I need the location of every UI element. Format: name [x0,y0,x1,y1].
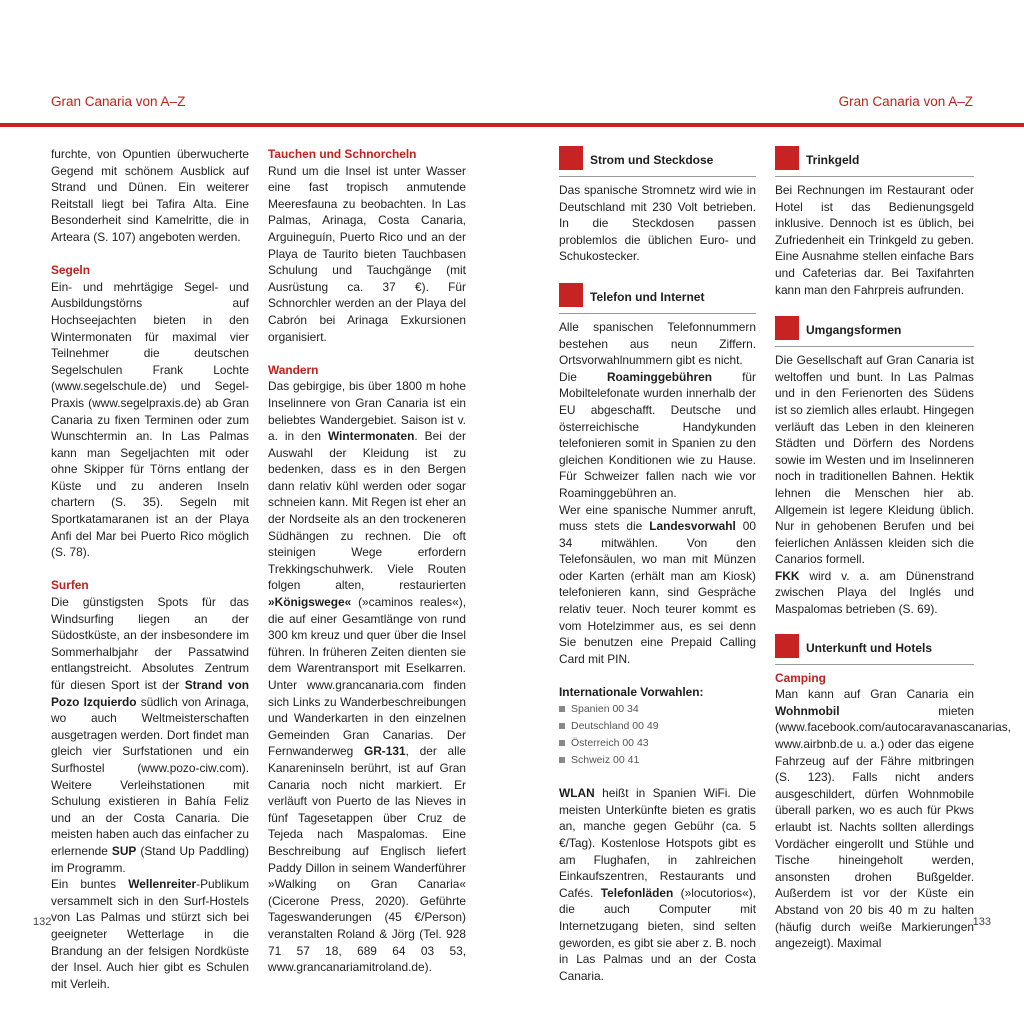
intro-paragraph: furchte, von Opuntien überwucherte Gegend mit schönem Ausblick auf Strand und Dünen. Ein weiterer Reitstall liegt bei Tafira Alta. Eine Besonderheit sind Kamelritte, die in Artеara (S. 107) angeboten werden. [51,147,249,244]
strom-paragraph: Das spanische Stromnetz wird wie in Deutschland mit 230 Volt betrieben. In die Steckdosen passen problemlos die üblichen Euro- und Schukostecker. [559,183,756,264]
fkk-paragraph: FKK wird v. a. am Dünenstrand zwischen Playa del Inglés und Maspalomas betrieben (S. 69). [775,568,974,617]
wlan-paragraph: WLAN heißt in Spanien WiFi. Die meisten Unterkünfte bieten es gratis an, manche gegen Gebühr (ca. 5 €/Tag). Kostenlose Hotspots gibt es am Flughafen, in zahlreichen Einkaufszentren, Restaurants und Cafés. Telefonläden (»locutorios«), die auch Computer mit Internetzugang bieten, sind selten geworden, es gibt sie aber z. B. noch in Las Palmas und an der Costa Canaria. [559,786,756,983]
tauchen-paragraph: Rund um die Insel ist unter Wasser eine fast tropisch anmutende Meeresfauna zu beobachten. In Las Palmas, Arinaga, Costa Canaria, Arguineguín, Puerto Rico und an der Playa de Taurito bieten Tauchbasen Schulung und Tauchgänge (mit Ausrüstung ca. 37 €). Für Schnorchler werden an der Playa del Cabrón bei Arinaga Exkursionen organisiert. [268,163,466,344]
section-title-wandern: Wandern [268,362,319,377]
telefon-paragraph-3: Wer eine spanische Nummer anruft, muss stets die Landesvorwahl 00 34 mitwählen. Von den Telefonsäulen, wo man mit Münzen oder Karten (erhält man am Kiosk) telefonieren kann, sind Gespräche relativ teuer. Noch teurer kommt es vom Hotelzimmer aus, es sei denn Sie benutzen eine Prepaid Calling Card mit PIN. [559,502,756,666]
vorwahl-list [559,701,756,769]
red-square-marker [559,146,583,170]
vorwahl-title: Internationale Vorwahlen: [559,685,704,700]
list-item: Schweiz 00 41 [559,752,756,769]
box-heading-trinkgeld: Trinkgeld [775,146,974,177]
running-head-right: Gran Canaria von A–Z [838,94,973,109]
section-title-tauchen: Tauchen und Schnorcheln [268,147,417,161]
box-heading-unterkunft: Unterkunft und Hotels [775,634,974,665]
list-item: Spanien 00 34 [559,701,756,718]
umgangsformen-paragraph: Die Gesellschaft auf Gran Canaria ist weltoffen und bunt. In Las Palmas und in den Ferienorten des Südens ist so ziemlich alles erlaubt. Hingegen verläuft das Leben in den kleineren Städten und Dörfern des Nordens sowie im Westen und im Inselinneren noch in traditionellen Bahnen. Hektik lehnen die Menschen hier ab. Allgemein ist legere Kleidung üblich. Nur in gehobenen Berufen und bei feierlichen Anlässen kleiden sich die Canarios formell. [775,353,974,567]
section-title-surfen: Surfen [51,578,89,593]
column-1 [51,146,249,992]
section-title-segeln: Segeln [51,263,90,278]
red-square-marker [775,316,799,340]
camping-paragraph: Man kann auf Gran Canaria ein Wohnmobil mieten (www.facebook.com/autocaravanascanarias, www.airbnb.de u. a.) oder das eigene Fahrzeug auf der Fähre mitbringen (S. 123). Falls nicht anders ausgeschildert, dürfen Wohnmobile überall parken, wo es auch für Pkws erlaubt ist. Nachts sollten allerdings Vordächer eingerollt und Stühle und Tische hineingeholt werden, ansonsten drohen Bußgelder. Außerdem ist vor der Küste ein Abstand von 20 bis 40 m zu halten (häufig durch weiße Markierungen angezeigt). Maximal [775,687,1011,951]
telefon-paragraph-1: Alle spanischen Telefonnummern bestehen aus neun Ziffern. Ortsvorwahlnummern gibt es nicht. [559,319,756,368]
column-2 [268,146,466,976]
box-heading-umgangsformen: Umgangsformen [775,316,974,347]
list-item: Österreich 00 43 [559,735,756,752]
column-3 [559,146,756,984]
wellenreiter-paragraph: Ein buntes Wellenreiter-Publikum versammelt sich in den Surf-Hostels von Las Palmas und stürzt sich bei geeigneter Wetterlage in die Brandung an der felsigen Nordküste der Insel. Auch hier gibt es Schulen mit Verleih. [51,877,249,991]
box-heading-strom: Strom und Steckdose [559,146,756,177]
segeln-paragraph: Ein- und mehrtägige Segel- und Ausbildungstörns auf Hochseejachten bieten in den Wintermonaten für maximal vier Teilnehmer die deutschen Segelschulen Frank Lochte (www.segelschule.de) und Segel-Praxis (www.segelpraxis.de) ab Gran Canaria zu fixen Terminen oder zum Wunschtermin an. In Las Palmas kann man Segeljachten mit oder ohne Skipper für Törns entlang der Küste und zu anderen Inseln chartern (S. 35). Segeln mit Sportkatamaranen ist an der Playa Anfi del Mar bei Puerto Rico möglich (S. 78). [51,279,249,560]
trinkgeld-paragraph: Bei Rechnungen im Restaurant oder Hotel ist das Bedienungsgeld inklusive. Dennoch ist es üblich, bei Zufriedenheit ein Trinkgeld zu geben. Eine Ausnahme stellen einfache Bars und Cafeterias dar. Bei Taxifahrten kann man den Fahrpreis aufrunden. [775,183,974,297]
section-title-camping: Camping [775,670,826,685]
page-number-right: 133 [972,916,991,928]
surfen-paragraph: Die günstigsten Spots für das Windsurfing liegen an der Südostküste, an der insbesondere im Sommerhalbjahr der Passatwind entlangstreicht. Absolutes Zentrum für diesen Sport ist der Strand von Pozo Izquierdo südlich von Arinaga, wo auch Weltmeisterschaften ausgetragen werden. Dort findet man gleich vier Surfstationen und ein Surfhostel (www.pozo-ciw.com). Weitere Verleihstationen mit Schulung existieren in Bahía Feliz und an der Costa Canaria. Die meisten haben auch das einfacher zu erlernende SUP (Stand Up Paddling) im Programm. [51,595,249,875]
red-square-marker [559,283,583,307]
header-rule [0,123,1024,127]
box-heading-telefon: Telefon und Internet [559,283,756,314]
page-number-left: 132 [33,916,52,928]
wandern-paragraph: Das gebirgige, bis über 1800 m hohe Inselinnere von Gran Canaria ist ein beliebtes Wandergebiet. Saison ist v. a. in den Wintermonaten. Bei der Auswahl der Kleidung ist zu bedenken, dass es in den Bergen dann relativ kühl werden oder sogar schneien kann. Mit Regen ist eher an der Nordseite als an den trockeneren Südhängen zu rechnen. Die oft steinigen Wege erfordern Trekkingschuhwerk. Viele Routen folgen alten, restaurierten »Königswege« (»caminos reales«), die auf einer Gesamtlänge von rund 300 km kreuz und quer über die Insel führen. In früheren Zeiten dienten sie dem Warentransport mit Eselkarren. Unter www.grancanaria.com finden sich Links zu Wanderbeschreibungen und Wanderkarten in den einzelnen Gemeinden Gran Canarias. Der Fernwanderweg GR-131, der alle Kanareninseln berührt, ist auf Gran Canaria noch nicht markiert. Er verläuft von Puerto de las Nieves in fünf Tagesetappen über Cruz de Tejeda nach Maspalomas. Eine Beschreibung auf Englisch liefert Paddy Dillon in seinem Wanderführer »Walking on Gran Canaria« (Cicerone Press, 2020). Geführte Tageswanderungen (45 €/Person) veranstalten Roland & Jörg (Tel. 928 71 57 18, 689 64 03 53, www.grancanariamitroland.de). [268,379,466,975]
running-head-left: Gran Canaria von A–Z [51,94,186,109]
red-square-marker [775,634,799,658]
red-square-marker [775,146,799,170]
telefon-paragraph-2: Die Roaminggebühren für Mobiltelefonate wurden innerhalb der EU abgeschafft. Deutsche und österreichische Handykunden telefonieren somit in Spanien zu den gleichen Konditionen wie zu Hause. Für Schweizer fallen nach wie vor Roaminggebühren an. [559,369,756,500]
list-item: Deutschland 00 49 [559,718,756,735]
